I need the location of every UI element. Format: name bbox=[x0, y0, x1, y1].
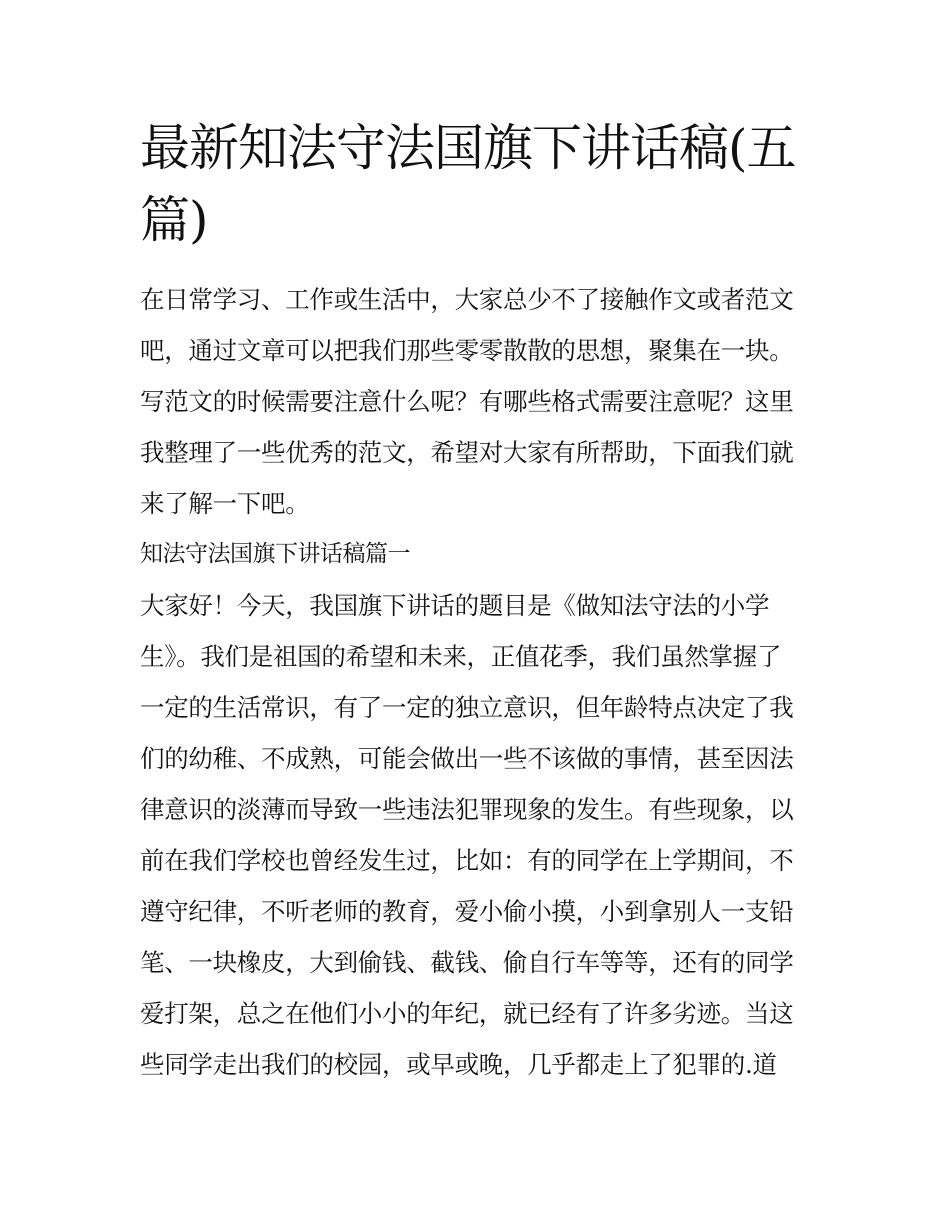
title-line-1: 最新知法守法国旗下讲话稿(五 bbox=[140, 119, 796, 177]
section-line-6: 前在我们学校也曾经发生过，比如：有的同学在上学期间，不 bbox=[140, 846, 794, 875]
section-line-2: 生》。我们是祖国的希望和未来，正值花季，我们虽然掌握了 bbox=[140, 642, 782, 671]
section-line-1: 大家好！今天，我国旗下讲话的题目是《做知法守法的小学 bbox=[140, 591, 770, 620]
section-line-4: 们的幼稚、不成熟，可能会做出一些不该做的事情，甚至因法 bbox=[140, 744, 794, 773]
intro-line-5: 来了解一下吧。 bbox=[140, 489, 310, 518]
document-body bbox=[140, 274, 812, 1090]
intro-line-3: 写范文的时候需要注意什么呢？有哪些格式需要注意呢？这里 bbox=[140, 387, 794, 416]
section-line-7: 遵守纪律，不听老师的教育，爱小偷小摸，小到拿别人一支铅 bbox=[140, 897, 794, 926]
document-page bbox=[140, 112, 812, 1090]
intro-line-4: 我整理了一些优秀的范文，希望对大家有所帮助，下面我们就 bbox=[140, 438, 794, 467]
section-paragraph bbox=[140, 580, 812, 1090]
section-line-5: 律意识的淡薄而导致一些违法犯罪现象的发生。有些现象，以 bbox=[140, 795, 794, 824]
section-line-8: 笔、一块橡皮，大到偷钱、截钱、偷自行车等等，还有的同学 bbox=[140, 948, 794, 977]
section-line-3: 一定的生活常识，有了一定的独立意识，但年龄特点决定了我 bbox=[140, 693, 794, 722]
intro-line-1: 在日常学习、工作或生活中，大家总少不了接触作文或者范文 bbox=[140, 285, 794, 314]
intro-paragraph bbox=[140, 274, 812, 529]
section-line-10: 些同学走出我们的校园，或早或晚，几乎都走上了犯罪的.道 bbox=[140, 1050, 777, 1079]
title-line-2: 篇) bbox=[140, 191, 208, 249]
section-line-9: 爱打架，总之在他们小小的年纪，就已经有了许多劣迹。当这 bbox=[140, 999, 794, 1028]
section-heading: 知法守法国旗下讲话稿篇一 bbox=[140, 541, 410, 567]
intro-line-2: 吧，通过文章可以把我们那些零零散散的思想，聚集在一块。 bbox=[140, 336, 794, 365]
document-title bbox=[140, 112, 812, 256]
